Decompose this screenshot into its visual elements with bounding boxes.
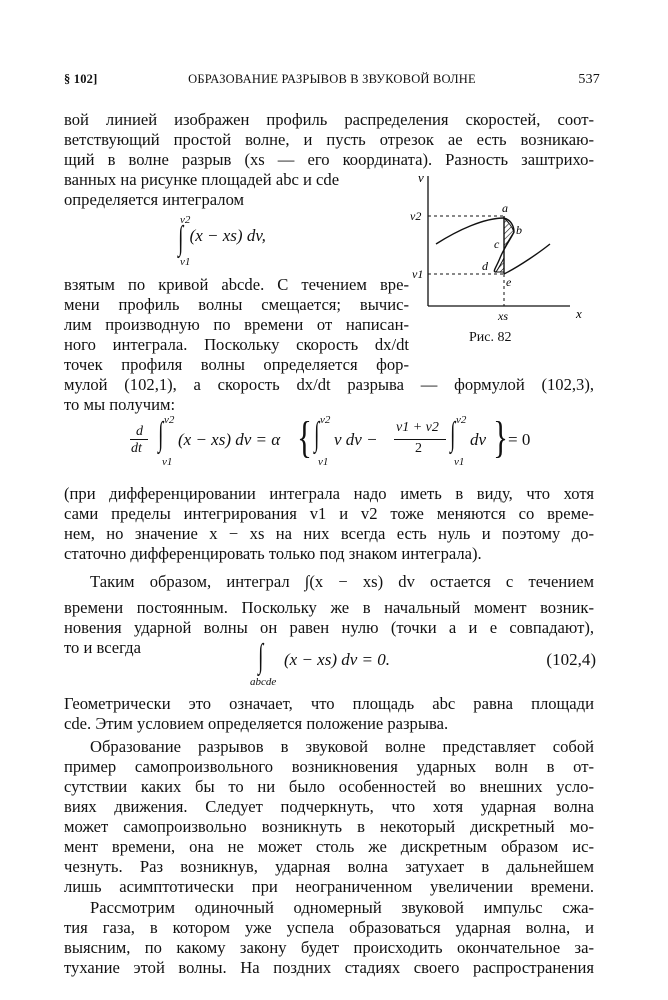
running-header (64, 72, 600, 90)
text-line: может самопроизвольно возникнуть в некоторый дискретный мо- (64, 817, 594, 836)
rhs: = 0 (508, 430, 531, 449)
text-line: времени постоянным. Поскольку же в начальный момент возник- (64, 598, 594, 617)
frac-numerator: v1 + v2 (396, 420, 439, 435)
lower-limit: v1 (318, 456, 329, 468)
label-xs: xs (498, 309, 508, 323)
figure-caption: Рис. 82 (469, 330, 512, 345)
text-line: ветствующий простой волне, и пусть отрезок ae есть возникаю- (64, 130, 594, 149)
text-line: взятым по кривой abcde. С течением вре- (64, 275, 409, 294)
text-line: статочно дифференцировать только под знаком интеграла). (64, 544, 482, 563)
integrand-c: dv (470, 430, 487, 449)
left-brace: { (297, 413, 312, 462)
text-line: нем, но значение x − xs на них всегда есть нуль и поэтому до- (64, 524, 594, 543)
text-line: то и всегда (64, 638, 141, 657)
section-marker: § 102] (64, 72, 98, 86)
label-b: b (516, 223, 522, 237)
equation-number: (102,4) (546, 650, 596, 669)
figure-82 (400, 168, 600, 346)
text-line: тухание этой волны. На поздних стадиях своего распространения (64, 958, 594, 977)
text-line: определяется интегралом (64, 190, 245, 209)
lower-limit: abcde (250, 676, 277, 688)
label-v2: v2 (410, 209, 422, 223)
frac-bar (394, 439, 446, 440)
text-line: лим производную по времени от написан- (64, 315, 409, 334)
label-v-axis: v (418, 170, 424, 185)
label-e: e (506, 275, 512, 289)
text-line: точек профиля волны определяется фор- (64, 355, 409, 374)
text-line: Рассмотрим одиночный одномерный звуковой импульс сжа- (90, 898, 594, 917)
label-x-axis: x (576, 306, 582, 321)
lower-limit: v1 (454, 456, 465, 468)
text-line: лишь асимптотически при неограниченном увеличении времени. (64, 877, 594, 896)
text-line: мент времени, она не может столь же дискретным образом ис- (64, 837, 594, 856)
text-line: Геометрически это означает, что площадь abc равна площади (64, 694, 594, 713)
profile-curve-lower (504, 244, 550, 274)
text-line: выясним, по какому закону будет происходить окончательное за- (64, 938, 594, 957)
label-d: d (482, 259, 488, 273)
integral-formula-1 (176, 214, 266, 268)
label-v1: v1 (412, 267, 424, 281)
integral-sign: ∫ (450, 416, 456, 453)
text-line: Таким образом, интеграл ∫(x − xs) dv остается с течением (90, 572, 594, 591)
derivative-formula (130, 413, 550, 472)
text-line: щий в волне разрыв (xs — его координата). Разность заштрихо- (64, 150, 594, 169)
running-title: ОБРАЗОВАНИЕ РАЗРЫВОВ В ЗВУКОВОЙ ВОЛНЕ (188, 72, 476, 86)
text-line: новения ударной волны он равен нулю (точки a и e совпадают), (64, 618, 594, 637)
text-line: вой линией изображен профиль распределения скоростей, соот- (64, 110, 594, 129)
deriv-denominator: dt (131, 441, 142, 456)
integrand: (x − xs) dv, (189, 226, 266, 245)
text-line: сами пределы интегрирования v1 и v2 тоже меняются со време- (64, 504, 594, 523)
text-line: сутствии каких бы то ни было особенностей во внешних усло- (64, 777, 594, 796)
text-line: мени профиль волны смещается; вычис- (64, 295, 409, 314)
upper-limit: v2 (164, 414, 175, 426)
upper-limit: v2 (456, 414, 467, 426)
lower-limit: v1 (162, 456, 173, 468)
integrand-b: v dv − (334, 430, 378, 449)
integral-sign: ∫ (178, 220, 184, 257)
integral-sign: ∫ (314, 416, 320, 453)
text-line: ванных на рисунке площадей abc и cde (64, 170, 340, 189)
integrand: (x − xs) dv = 0. (284, 650, 391, 669)
text-line: мулой (102,1), а скорость dx/dt разрыва — формулой (102,3), (64, 375, 594, 394)
text-line: Образование разрывов в звуковой волне представляет собой (90, 737, 594, 756)
text-line: пример самопроизвольного возникновения ударных волн в от- (64, 757, 594, 776)
integrand-a: (x − xs) dv = α (178, 430, 281, 449)
text-line: виях движения. Следует подчеркнуть, что хотя ударная волна (64, 797, 594, 816)
text-line: тия газа, в котором уже успела образоваться ударная волна, и (64, 918, 594, 937)
upper-limit: v2 (320, 414, 331, 426)
right-brace: } (493, 413, 508, 462)
deriv-bar (130, 439, 148, 440)
label-a: a (502, 201, 508, 215)
text-line: то мы получим: (64, 395, 176, 414)
text-line: чезнуть. Раз возникнув, ударная волна затухает в дальнейшем (64, 857, 594, 876)
integral-sign: ∫ (158, 416, 164, 453)
integral-sign: ∫ (258, 638, 264, 675)
page-number: 537 (578, 72, 600, 87)
frac-denominator: 2 (415, 441, 422, 456)
deriv-numerator: d (136, 424, 143, 439)
text-line: cde. Этим условием определяется положение разрыва. (64, 714, 449, 733)
text-line: (при дифференцировании интеграла надо иметь в виду, что хотя (64, 484, 594, 503)
upper-limit: v2 (180, 214, 191, 226)
label-c: c (494, 237, 500, 251)
text-line: ного интеграла. Поскольку скорость dx/dt (64, 335, 409, 354)
integral-formula-3 (250, 638, 596, 688)
lower-limit: v1 (180, 256, 191, 268)
